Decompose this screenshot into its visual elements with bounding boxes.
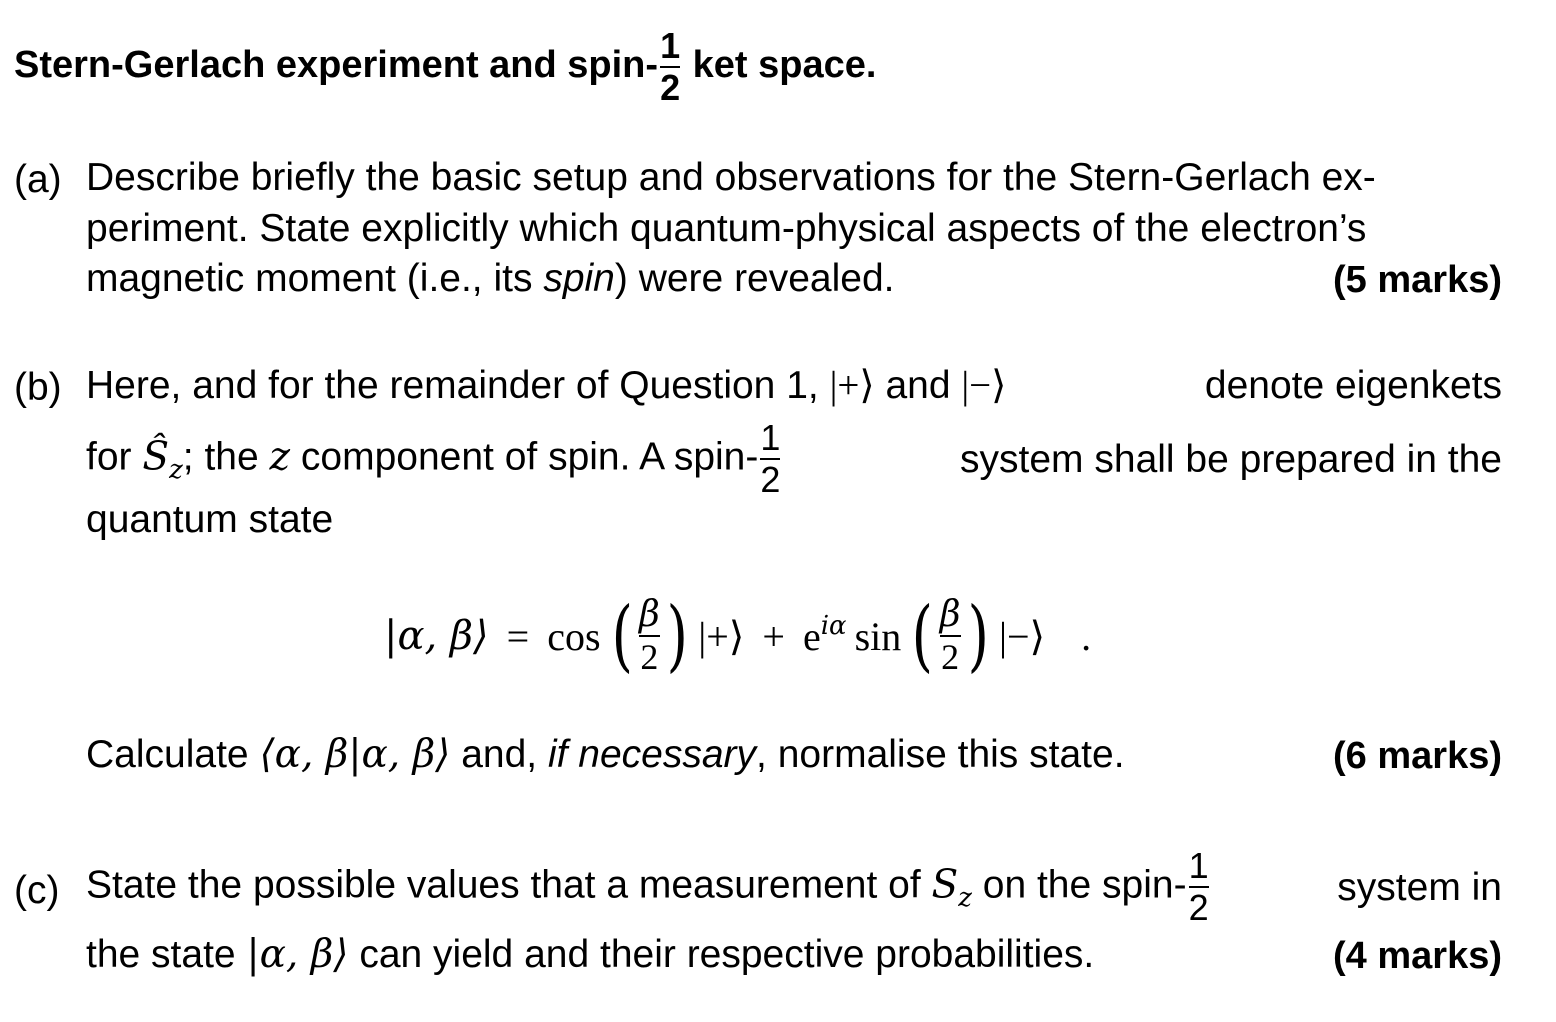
operator-s-hat: Ŝ: [142, 434, 170, 480]
part-b-label: (b): [14, 366, 62, 409]
part-c-label: (c): [14, 869, 60, 912]
state-equation: |α, β⟩ = cos ( $\frac{\beta}{2}$ ) |+⟩ + e $^{i\alpha}$ sin ( $\frac{\beta}{2}$ ) |−⟩ .: [384, 591, 1092, 681]
title-fraction: $\frac{1}{2}$: [660, 25, 681, 108]
part-b-line-1: Here, and for the remainder of Question 1, |+⟩ and |−⟩ denote eigenkets: [86, 364, 1502, 407]
part-a-line-2: periment. State explicitly which quantum-physical aspects of the electron’s: [86, 207, 1367, 250]
ket-minus: |−⟩: [961, 364, 1007, 407]
part-c-line-1: State the possible values that a measurement of $S_z$ on the spin- $\frac{1}{2}$ system in: [86, 845, 1502, 928]
part-c-line-2: the state |α, β⟩ can yield and their respective probabilities.: [86, 932, 1095, 977]
page-title: Stern-Gerlach experiment and spin- $\frac{1}{2}$ ket space.: [14, 25, 877, 108]
part-b-line-3: quantum state: [86, 498, 334, 541]
part-b-calculate-line: Calculate ⟨α, β|α, β⟩ and, if necessary, normalise this state.: [86, 732, 1125, 777]
ket-plus: |+⟩: [829, 364, 875, 407]
spin-fraction: $\frac{1}{2}$: [760, 417, 781, 500]
part-b-marks: (6 marks): [1333, 735, 1502, 777]
beta-half-fraction-2: $\frac{\beta}{2}$: [939, 594, 961, 677]
spin-fraction-c: $\frac{1}{2}$: [1188, 845, 1209, 928]
part-c-marks: (4 marks): [1333, 935, 1502, 977]
part-a-label: (a): [14, 158, 62, 201]
part-a-marks: (5 marks): [1333, 259, 1502, 301]
inner-product: ⟨α, β|α, β⟩: [259, 732, 451, 777]
beta-half-fraction-1: $\frac{\beta}{2}$: [638, 594, 660, 677]
part-a-line-3: magnetic moment (i.e., its spin) were revealed.: [86, 257, 895, 300]
part-b-line-2: for $Ŝ_z$; the z component of spin. A spin- $\frac{1}{2}$ system shall be prepared in the: [86, 417, 1502, 500]
ket-alpha-beta: |α, β⟩: [246, 932, 349, 977]
part-a-line-1: Describe briefly the basic setup and observations for the Stern-Gerlach ex-: [86, 156, 1376, 199]
